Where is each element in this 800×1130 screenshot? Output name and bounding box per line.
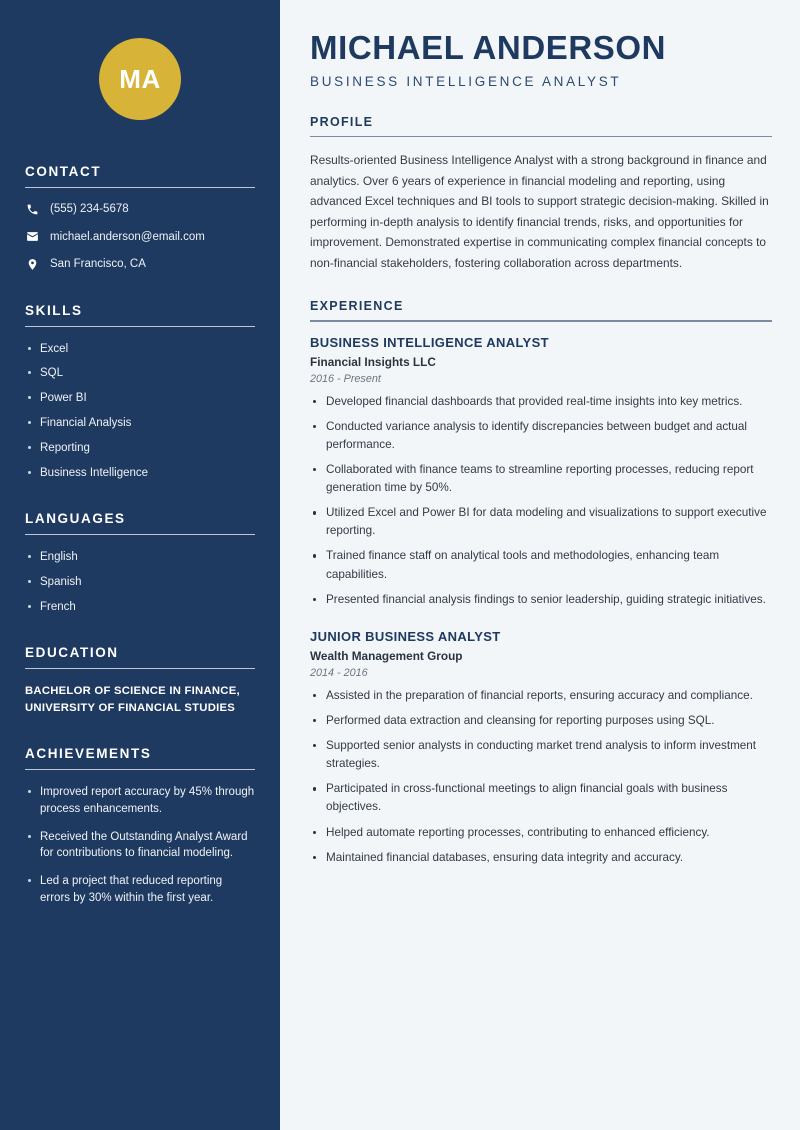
skills-heading: SKILLS bbox=[25, 302, 83, 318]
experience-dates: 2014 - 2016 bbox=[310, 666, 368, 679]
list-item: Business Intelligence bbox=[25, 465, 255, 481]
contact-phone-value: (555) 234-5678 bbox=[50, 203, 129, 215]
avatar bbox=[99, 38, 181, 120]
list-item: SQL bbox=[25, 365, 255, 381]
list-item: Excel bbox=[25, 341, 255, 357]
skills-heading-rule bbox=[25, 326, 255, 327]
contact-heading: CONTACT bbox=[25, 164, 102, 179]
list-item: Presented financial analysis findings to senior leadership, guiding strategic initiatives. bbox=[310, 591, 772, 609]
list-item: French bbox=[25, 599, 255, 615]
profile-heading: PROFILE bbox=[310, 114, 374, 129]
section-profile bbox=[310, 115, 772, 273]
list-item: Supported senior analysts in conducting market trend analysis to inform investment strategies. bbox=[310, 737, 772, 773]
experience-dates: 2016 - Present bbox=[310, 372, 381, 385]
list-item: Received the Outstanding Analyst Award for contributions to financial modeling. bbox=[25, 829, 255, 862]
experience-bullets bbox=[310, 687, 772, 867]
experience-role: BUSINESS INTELLIGENCE ANALYST bbox=[310, 334, 549, 350]
languages-heading: LANGUAGES bbox=[25, 511, 126, 527]
list-item: Spanish bbox=[25, 574, 255, 590]
list-item: Utilized Excel and Power BI for data modeling and visualizations to support executive reporting. bbox=[310, 504, 772, 540]
sidebar-section-languages bbox=[25, 511, 255, 615]
section-experience bbox=[310, 299, 772, 867]
experience-company: Wealth Management Group bbox=[310, 648, 463, 663]
education-heading-rule bbox=[25, 668, 255, 669]
skills-list bbox=[25, 341, 255, 481]
experience-role: JUNIOR BUSINESS ANALYST bbox=[310, 628, 501, 644]
phone-icon bbox=[25, 202, 39, 216]
profile-text: Results-oriented Business Intelligence Analyst with a strong background in finance and analytics. Over 6 years of experience in financial modeling and reporting, using advanced Excel techniques and BI tools to support strategic decision-making. Skilled in performing in-depth analysis to identify financial trends, risks, and opportunities for improvement. Demonstrated expertise in communicating complex financial concepts to non-financial stakeholders, fostering collaboration across departments. bbox=[310, 153, 769, 270]
education-degree: BACHELOR OF SCIENCE IN FINANCE, bbox=[25, 685, 240, 697]
avatar-container bbox=[25, 0, 255, 120]
list-item: Power BI bbox=[25, 390, 255, 406]
list-item: Reporting bbox=[25, 440, 255, 456]
avatar-initials: MA bbox=[119, 63, 161, 94]
education-heading: EDUCATION bbox=[25, 645, 119, 660]
experience-bullets bbox=[310, 393, 772, 609]
contact-heading-rule bbox=[25, 187, 255, 188]
languages-heading-rule bbox=[25, 534, 255, 535]
list-item: Led a project that reduced reporting errors by 30% within the first year. bbox=[25, 873, 255, 906]
list-item: Helped automate reporting processes, contributing to enhanced efficiency. bbox=[310, 824, 772, 842]
experience-company: Financial Insights LLC bbox=[310, 354, 436, 369]
list-item: English bbox=[25, 549, 255, 565]
experience-heading: EXPERIENCE bbox=[310, 299, 404, 314]
experience-entry bbox=[310, 629, 772, 867]
main-content bbox=[280, 0, 800, 1130]
achievements-heading-rule bbox=[25, 769, 255, 770]
achievements-list bbox=[25, 784, 255, 906]
languages-list bbox=[25, 549, 255, 615]
achievements-heading: ACHIEVEMENTS bbox=[25, 746, 152, 762]
experience-heading-rule bbox=[310, 320, 772, 321]
location-pin-icon bbox=[25, 257, 39, 271]
list-item: Trained finance staff on analytical tools and methodologies, enhancing team capabilities. bbox=[310, 547, 772, 583]
sidebar-section-contact bbox=[25, 164, 255, 273]
contact-email-value: michael.anderson@email.com bbox=[50, 230, 205, 243]
sidebar-section-achievements bbox=[25, 746, 255, 906]
experience-entry bbox=[310, 335, 772, 609]
list-item: Conducted variance analysis to identify discrepancies between budget and actual performance. bbox=[310, 418, 772, 454]
list-item: Assisted in the preparation of financial reports, ensuring accuracy and compliance. bbox=[310, 687, 772, 705]
education-entry bbox=[25, 683, 255, 716]
sidebar-section-skills bbox=[25, 303, 255, 481]
profile-heading-rule bbox=[310, 136, 772, 137]
contact-item-email[interactable] bbox=[25, 230, 255, 246]
email-icon bbox=[25, 230, 39, 244]
contact-list bbox=[25, 202, 255, 273]
professional-title: BUSINESS INTELLIGENCE ANALYST bbox=[310, 73, 622, 89]
contact-item-location[interactable] bbox=[25, 257, 255, 273]
list-item: Participated in cross-functional meetings to align financial goals with business objectives. bbox=[310, 780, 772, 816]
page-title: MICHAEL ANDERSON bbox=[310, 29, 667, 66]
contact-item-phone[interactable] bbox=[25, 202, 255, 218]
education-institution: UNIVERSITY OF FINANCIAL STUDIES bbox=[25, 701, 236, 714]
sidebar-section-education bbox=[25, 645, 255, 716]
sidebar bbox=[0, 0, 280, 1130]
contact-location-value: San Francisco, CA bbox=[50, 258, 146, 271]
list-item: Maintained financial databases, ensuring data integrity and accuracy. bbox=[310, 849, 772, 867]
list-item: Performed data extraction and cleansing for reporting purposes using SQL. bbox=[310, 712, 772, 730]
list-item: Developed financial dashboards that provided real-time insights into key metrics. bbox=[310, 393, 772, 411]
list-item: Collaborated with finance teams to streamline reporting processes, reducing report generation time by 50%. bbox=[310, 461, 772, 497]
list-item: Financial Analysis bbox=[25, 415, 255, 431]
list-item: Improved report accuracy by 45% through process enhancements. bbox=[25, 784, 255, 817]
